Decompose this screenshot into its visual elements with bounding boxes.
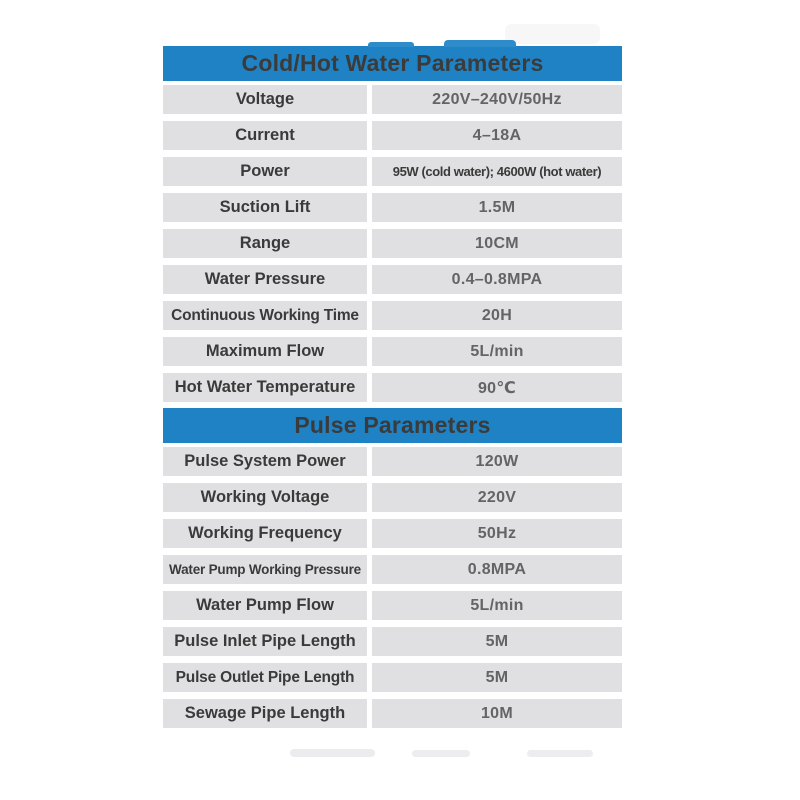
cold-hot-water-title-bar [163,46,622,81]
spec-sheet [163,46,622,728]
table-row [163,229,622,258]
spec-value: 10CM [372,229,622,258]
cold-hot-water-rows [163,85,622,402]
spec-label: Working Frequency [163,519,367,548]
spec-value: 50Hz [372,519,622,548]
table-row [163,699,622,728]
spec-label: Pulse Inlet Pipe Length [163,627,367,656]
spec-value: 20H [372,301,622,330]
table-row [163,85,622,114]
pulse-title-bar [163,408,622,443]
spec-label: Maximum Flow [163,337,367,366]
table-row [163,301,622,330]
cold-hot-water-table [163,46,622,402]
spec-value: 5L/min [372,337,622,366]
spec-label: Power [163,157,367,186]
pulse-title: Pulse Parameters [294,412,491,438]
spec-value: 5L/min [372,591,622,620]
spec-label: Water Pump Working Pressure [163,555,367,584]
table-row [163,157,622,186]
cutoff-blue-text-artifact [368,42,414,47]
spec-value: 220V [372,483,622,512]
table-row [163,627,622,656]
spec-value: 0.8MPA [372,555,622,584]
spec-value: 5M [372,663,622,692]
table-row [163,193,622,222]
faint-smudge-artifact [527,750,593,757]
pulse-rows [163,447,622,728]
faint-smudge-artifact [290,749,375,757]
table-row [163,591,622,620]
spec-value: 0.4–0.8MPA [372,265,622,294]
table-row [163,663,622,692]
faint-smudge-artifact [412,750,470,757]
spec-label: Voltage [163,85,367,114]
cutoff-blue-text-artifact [444,40,516,47]
spec-label: Suction Lift [163,193,367,222]
pulse-table [163,408,622,728]
table-row [163,447,622,476]
spec-value: 5M [372,627,622,656]
spec-value: 95W (cold water); 4600W (hot water) [372,157,622,186]
spec-value: 90℃ [372,373,622,402]
spec-label: Pulse System Power [163,447,367,476]
spec-label: Range [163,229,367,258]
spec-label: Water Pump Flow [163,591,367,620]
spec-label: Continuous Working Time [163,301,367,330]
spec-label: Working Voltage [163,483,367,512]
table-row [163,337,622,366]
spec-value: 10M [372,699,622,728]
table-row [163,483,622,512]
faint-smudge-artifact [505,24,600,44]
spec-value: 1.5M [372,193,622,222]
spec-label: Pulse Outlet Pipe Length [163,663,367,692]
cold-hot-water-title: Cold/Hot Water Parameters [241,50,544,76]
spec-label: Water Pressure [163,265,367,294]
table-row [163,121,622,150]
table-row [163,265,622,294]
spec-value: 220V–240V/50Hz [372,85,622,114]
table-row [163,373,622,402]
table-row [163,519,622,548]
spec-label: Current [163,121,367,150]
table-row [163,555,622,584]
spec-label: Sewage Pipe Length [163,699,367,728]
spec-value: 120W [372,447,622,476]
spec-label: Hot Water Temperature [163,373,367,402]
spec-value: 4–18A [372,121,622,150]
